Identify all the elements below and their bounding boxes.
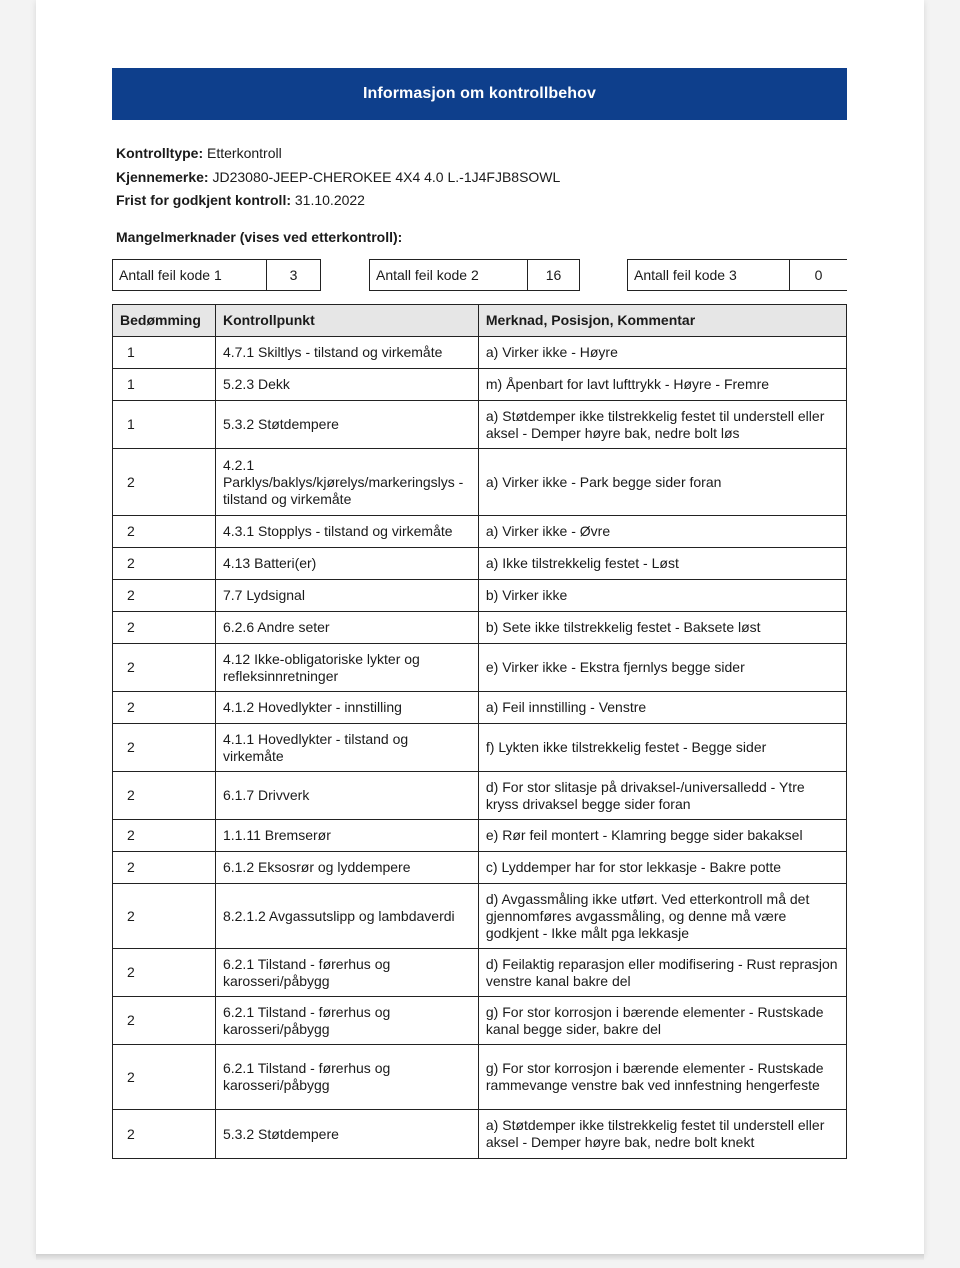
- kontrolltype-row: [116, 142, 560, 166]
- table-row: [113, 612, 847, 644]
- cell-rating: 2: [113, 884, 216, 949]
- table-row: [113, 580, 847, 612]
- cell-rating: 1: [113, 401, 216, 449]
- document-page: [36, 0, 924, 1254]
- cell-kontrollpunkt: 5.2.3 Dekk: [215, 369, 478, 401]
- kontrolltype-value: Etterkontroll: [207, 145, 282, 161]
- count-box-kode-2: [369, 259, 580, 291]
- cell-kontrollpunkt: 6.2.1 Tilstand - førerhus og karosseri/påbygg: [215, 1045, 478, 1110]
- cell-kontrollpunkt: 4.2.1 Parklys/baklys/kjørelys/markeringslys - tilstand og virkemåte: [215, 449, 478, 516]
- table-row: [113, 1110, 847, 1159]
- cell-rating: 2: [113, 692, 216, 724]
- table-row: [113, 820, 847, 852]
- cell-kontrollpunkt: 6.2.6 Andre seter: [215, 612, 478, 644]
- cell-merknad: m) Åpenbart for lavt lufttrykk - Høyre - Fremre: [478, 369, 846, 401]
- count-value: 0: [814, 267, 823, 283]
- cell-rating: 2: [113, 820, 216, 852]
- frist-label: Frist for godkjent kontroll:: [116, 192, 291, 208]
- cell-merknad: a) Støtdemper ikke tilstrekkelig festet til understell eller aksel - Demper høyre bak, nedre bolt løs: [478, 401, 846, 449]
- count-box-kode-1: [112, 259, 321, 291]
- cell-merknad: c) Lyddemper har for stor lekkasje - Bakre potte: [478, 852, 846, 884]
- table-row: [113, 692, 847, 724]
- cell-merknad: e) Virker ikke - Ekstra fjernlys begge sider: [478, 644, 846, 692]
- page-shadow: [36, 1254, 924, 1260]
- cell-rating: 2: [113, 516, 216, 548]
- count-label: Antall feil kode 1: [113, 260, 267, 290]
- cell-rating: 2: [113, 1045, 216, 1110]
- cell-merknad: f) Lykten ikke tilstrekkelig festet - Begge sider: [478, 724, 846, 772]
- cell-merknad: a) Feil innstilling - Venstre: [478, 692, 846, 724]
- table-row: [113, 644, 847, 692]
- cell-kontrollpunkt: 4.1.2 Hovedlykter - innstilling: [215, 692, 478, 724]
- frist-row: [116, 189, 560, 213]
- cell-kontrollpunkt: 6.1.7 Drivverk: [215, 772, 478, 820]
- cell-kontrollpunkt: 6.1.2 Eksosrør og lyddempere: [215, 852, 478, 884]
- table-row: [113, 724, 847, 772]
- cell-merknad: d) Feilaktig reparasjon eller modifisering - Rust reprasjon venstre kanal bakre del: [478, 949, 846, 997]
- cell-kontrollpunkt: 4.1.1 Hovedlykter - tilstand og virkemåte: [215, 724, 478, 772]
- kontrolltype-label: Kontrolltype:: [116, 145, 204, 161]
- header-bedomming: Bedømming: [113, 305, 216, 337]
- cell-kontrollpunkt: 6.2.1 Tilstand - førerhus og karosseri/påbygg: [215, 997, 478, 1045]
- cell-merknad: a) Ikke tilstrekkelig festet - Løst: [478, 548, 846, 580]
- kjennemerke-row: [116, 166, 560, 190]
- cell-kontrollpunkt: 5.3.2 Støtdempere: [215, 1110, 478, 1159]
- mangel-title: Mangelmerknader (vises ved etterkontroll):: [116, 229, 403, 245]
- table-row: [113, 516, 847, 548]
- cell-merknad: d) Avgassmåling ikke utført. Ved etterkontroll må det gjennomføres avgassmåling, og denne må være godkjent - Ikke målt pga lekkasje: [478, 884, 846, 949]
- cell-merknad: a) Virker ikke - Øvre: [478, 516, 846, 548]
- cell-kontrollpunkt: 4.7.1 Skiltlys - tilstand og virkemåte: [215, 337, 478, 369]
- vehicle-info: [116, 142, 560, 213]
- cell-rating: 2: [113, 449, 216, 516]
- cell-rating: 1: [113, 337, 216, 369]
- cell-merknad: a) Virker ikke - Høyre: [478, 337, 846, 369]
- count-value: 16: [545, 267, 562, 283]
- table-row: [113, 449, 847, 516]
- cell-merknad: a) Virker ikke - Park begge sider foran: [478, 449, 846, 516]
- cell-rating: 2: [113, 644, 216, 692]
- count-label: Antall feil kode 3: [628, 260, 790, 290]
- cell-kontrollpunkt: 4.13 Batteri(er): [215, 548, 478, 580]
- cell-rating: 2: [113, 612, 216, 644]
- count-box-kode-3: [627, 259, 847, 291]
- section-banner: Informasjon om kontrollbehov: [112, 68, 847, 120]
- frist-value: 31.10.2022: [294, 192, 365, 208]
- cell-merknad: g) For stor korrosjon i bærende elementer - Rustskade kanal begge sider, bakre del: [478, 997, 846, 1045]
- cell-merknad: a) Støtdemper ikke tilstrekkelig festet til understell eller aksel - Demper høyre bak, nedre bolt knekt: [478, 1110, 846, 1159]
- count-label: Antall feil kode 2: [370, 260, 528, 290]
- cell-merknad: d) For stor slitasje på drivaksel-/universalledd - Ytre kryss drivaksel begge sider foran: [478, 772, 846, 820]
- cell-merknad: e) Rør feil montert - Klamring begge sider bakaksel: [478, 820, 846, 852]
- table-row: [113, 337, 847, 369]
- cell-kontrollpunkt: 5.3.2 Støtdempere: [215, 401, 478, 449]
- table-row: [113, 369, 847, 401]
- count-value: 3: [289, 267, 298, 283]
- table-row: [113, 548, 847, 580]
- cell-rating: 2: [113, 580, 216, 612]
- cell-rating: 2: [113, 997, 216, 1045]
- cell-kontrollpunkt: 8.2.1.2 Avgassutslipp og lambdaverdi: [215, 884, 478, 949]
- table-row: [113, 1045, 847, 1110]
- cell-rating: 2: [113, 1110, 216, 1159]
- cell-kontrollpunkt: 4.12 Ikke-obligatoriske lykter og refleksinnretninger: [215, 644, 478, 692]
- table-row: [113, 949, 847, 997]
- cell-merknad: b) Virker ikke: [478, 580, 846, 612]
- table-row: [113, 772, 847, 820]
- cell-rating: 2: [113, 949, 216, 997]
- header-kontrollpunkt: Kontrollpunkt: [215, 305, 478, 337]
- cell-merknad: g) For stor korrosjon i bærende elementer - Rustskade rammevange venstre bak ved innfestning hengerfeste: [478, 1045, 846, 1110]
- table-row: [113, 401, 847, 449]
- cell-kontrollpunkt: 4.3.1 Stopplys - tilstand og virkemåte: [215, 516, 478, 548]
- header-merknad: Merknad, Posisjon, Kommentar: [478, 305, 846, 337]
- deficiency-table: [112, 304, 847, 1159]
- table-row: [113, 852, 847, 884]
- table-body: [113, 337, 847, 1159]
- kjennemerke-value: JD23080-JEEP-CHEROKEE 4X4 4.0 L.-1J4FJB8SOWL: [212, 168, 561, 185]
- cell-rating: 2: [113, 724, 216, 772]
- cell-rating: 2: [113, 852, 216, 884]
- cell-rating: 2: [113, 772, 216, 820]
- cell-merknad: b) Sete ikke tilstrekkelig festet - Baksete løst: [478, 612, 846, 644]
- kjennemerke-label: Kjennemerke:: [116, 168, 209, 185]
- table-row: [113, 884, 847, 949]
- cell-rating: 2: [113, 548, 216, 580]
- table-header-row: [113, 305, 847, 337]
- cell-kontrollpunkt: 1.1.11 Bremserør: [215, 820, 478, 852]
- cell-kontrollpunkt: 7.7 Lydsignal: [215, 580, 478, 612]
- cell-kontrollpunkt: 6.2.1 Tilstand - førerhus og karosseri/påbygg: [215, 949, 478, 997]
- cell-rating: 1: [113, 369, 216, 401]
- table-row: [113, 997, 847, 1045]
